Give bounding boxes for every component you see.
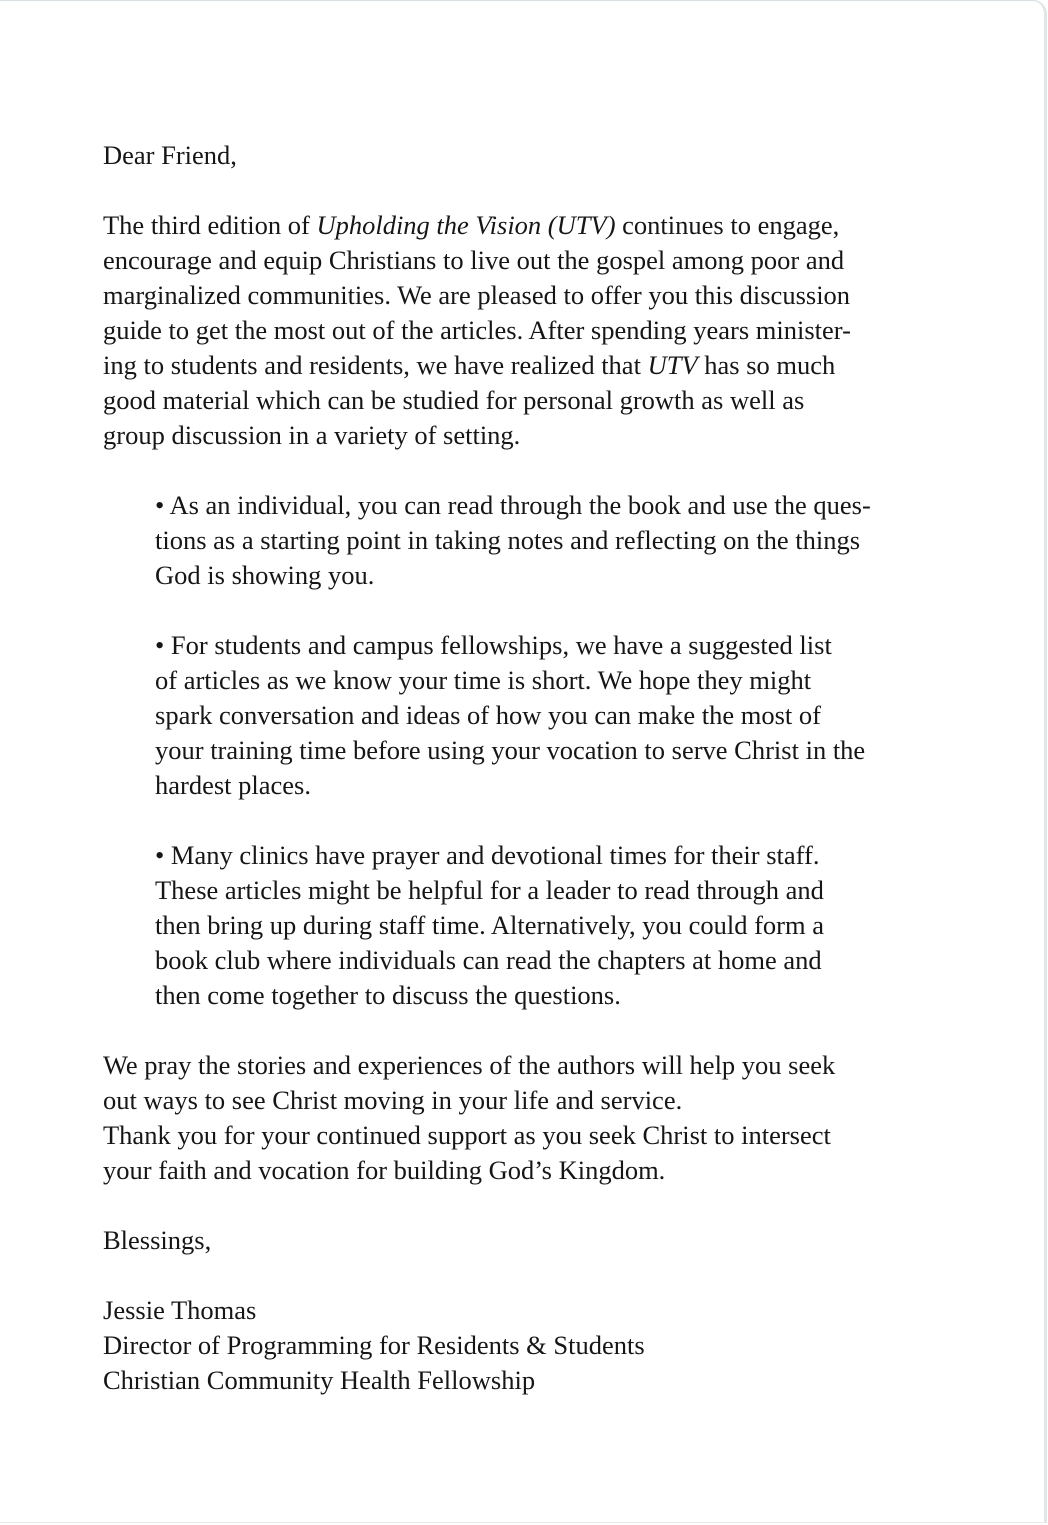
- utv-abbreviation: UTV: [647, 350, 698, 380]
- intro-line-2: encourage and equip Christians to live out the gospel among poor and: [103, 245, 845, 275]
- bullet-line: book club where individuals can read the chapters at home and: [155, 945, 822, 975]
- bullet-line: • Many clinics have prayer and devotional times for their staff.: [155, 840, 820, 870]
- signoff: Blessings,: [103, 1225, 212, 1255]
- intro-paragraph: [103, 208, 963, 453]
- intro-text-start: The third edition of: [103, 210, 317, 240]
- signature-title: Director of Programming for Residents & Students: [103, 1330, 645, 1360]
- closing-paragraph: [103, 1048, 963, 1188]
- intro-line-5-end: has so much: [697, 350, 836, 380]
- intro-line-5-start: ing to students and residents, we have realized that: [103, 350, 648, 380]
- bullet-line: spark conversation and ideas of how you can make the most of: [155, 700, 821, 730]
- bullet-line: then bring up during staff time. Alternatively, you could form a: [155, 910, 824, 940]
- signature-block: [103, 1293, 963, 1398]
- intro-line-3: marginalized communities. We are pleased to offer you this discussion: [103, 280, 851, 310]
- bullet-line: then come together to discuss the questions.: [155, 980, 621, 1010]
- bullet-individual: [155, 488, 963, 593]
- greeting: Dear Friend,: [103, 140, 237, 170]
- book-title: Upholding the Vision (UTV): [316, 210, 616, 240]
- bullet-line: • For students and campus fellowships, we have a suggested list: [155, 630, 832, 660]
- bullet-clinics: [155, 838, 963, 1013]
- bullet-line: your training time before using your vocation to serve Christ in the: [155, 735, 866, 765]
- bullet-students: [155, 628, 963, 803]
- bullet-line: hardest places.: [155, 770, 311, 800]
- intro-line-6: good material which can be studied for personal growth as well as: [103, 385, 805, 415]
- intro-line-7: group discussion in a variety of setting.: [103, 420, 521, 450]
- closing-line: your faith and vocation for building God’s Kingdom.: [103, 1155, 666, 1185]
- bullet-line: God is showing you.: [155, 560, 375, 590]
- bullet-line: These articles might be helpful for a leader to read through and: [155, 875, 824, 905]
- bullet-line: of articles as we know your time is short. We hope they might: [155, 665, 812, 695]
- closing-line: We pray the stories and experiences of the authors will help you seek: [103, 1050, 836, 1080]
- bullet-line: tions as a starting point in taking notes and reflecting on the things: [155, 525, 861, 555]
- intro-text-end: continues to engage,: [615, 210, 840, 240]
- letter-body: [103, 138, 963, 1398]
- closing-line: out ways to see Christ moving in your life and service.: [103, 1085, 683, 1115]
- signature-organization: Christian Community Health Fellowship: [103, 1365, 536, 1395]
- intro-line-4: guide to get the most out of the articles. After spending years minister-: [103, 315, 851, 345]
- bullet-line: • As an individual, you can read through the book and use the ques-: [155, 490, 871, 520]
- closing-line: Thank you for your continued support as you seek Christ to intersect: [103, 1120, 831, 1150]
- intro-line-5: [103, 348, 963, 383]
- signature-name: Jessie Thomas: [103, 1295, 257, 1325]
- intro-line-1: [103, 208, 963, 243]
